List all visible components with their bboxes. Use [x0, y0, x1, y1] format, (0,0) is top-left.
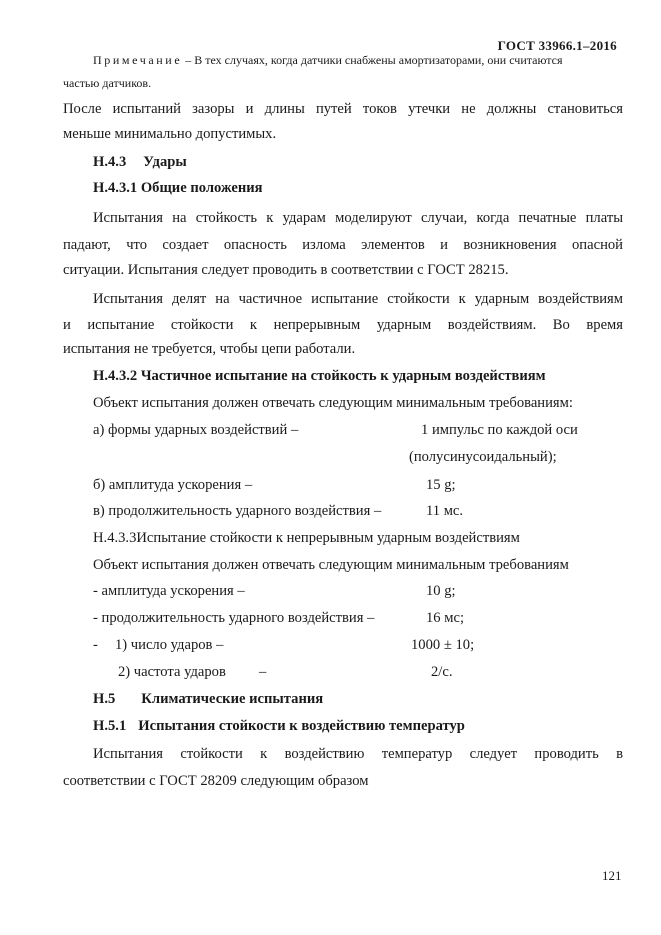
paragraph-3-line-3: испытания не требуется, чтобы цепи работали. — [63, 341, 356, 357]
requirement-b-value: 15 g; — [426, 477, 456, 493]
requirement-a-value: 1 импульс по каждой оси — [421, 422, 578, 438]
requirement-c-label: в) продолжительность ударного воздействия – — [93, 503, 382, 519]
section-heading-h4-3-3: Н.4.3.3Испытание стойкости к непрерывным ударным воздействиям — [93, 530, 520, 546]
amplitude-value: 10 g; — [426, 583, 456, 599]
note-text: – В тех случаях, когда датчики снабжены амортизаторами, они считаются — [182, 53, 563, 67]
section-title: Удары — [143, 154, 187, 170]
document-code: ГОСТ 33966.1–2016 — [497, 38, 617, 53]
paragraph-2-line-3: ситуации. Испытания следует проводить в соответствии с ГОСТ 28215. — [63, 262, 509, 278]
frequency-dash: – — [259, 664, 267, 680]
section-heading-h4-3-1: Н.4.3.1 Общие положения — [93, 180, 263, 196]
section-heading-h4-3 — [93, 154, 187, 171]
requirements-intro-2: Объект испытания должен отвечать следующим минимальным требованиям — [93, 557, 569, 573]
requirements-intro-1: Объект испытания должен отвечать следующим минимальным требованиям: — [93, 395, 573, 411]
requirement-a-value-continued: (полусинусоидальный); — [409, 449, 557, 465]
section-number: Н.5 — [93, 691, 116, 707]
section-number: Н.4.3 — [93, 154, 127, 170]
count-label: 1) число ударов – — [115, 637, 224, 653]
paragraph-4-line-1: Испытания стойкости к воздействию температур следует проводить в — [93, 746, 623, 762]
note-line-2: частью датчиков. — [63, 76, 152, 90]
paragraph-3-line-1: Испытания делят на частичное испытание стойкости к ударным воздействиям — [93, 291, 623, 307]
paragraph-1-line-1: После испытаний зазоры и длины путей токов утечки не должны становиться — [63, 101, 623, 117]
frequency-value: 2/с. — [431, 664, 453, 680]
paragraph-2-line-1: Испытания на стойкость к ударам моделируют случаи, когда печатные платы — [93, 210, 623, 226]
frequency-label: 2) частота ударов — [118, 664, 226, 680]
duration-label: - продолжительность ударного воздействия – — [93, 610, 375, 626]
note-label: Примечание — [93, 53, 183, 67]
amplitude-label: - амплитуда ускорения – — [93, 583, 245, 599]
count-dash: - — [93, 637, 98, 653]
paragraph-2-line-2: падают, что создает опасность излома элементов и возникновения опасной — [63, 237, 623, 253]
requirement-b-label: б) амплитуда ускорения – — [93, 477, 253, 493]
requirement-c-value: 11 мс. — [426, 503, 464, 519]
page-number: 121 — [602, 868, 622, 883]
section-heading-h5-1 — [93, 718, 465, 735]
requirement-a-label: а) формы ударных воздействий – — [93, 422, 299, 438]
count-value: 1000 ± 10; — [411, 637, 475, 653]
section-title: Испытания стойкости к воздействию температур — [138, 718, 465, 734]
section-number: Н.5.1 — [93, 718, 127, 734]
paragraph-1-line-2: меньше минимально допустимых. — [63, 126, 277, 142]
section-title: Климатические испытания — [141, 691, 324, 707]
paragraph-3-line-2: и испытание стойкости к непрерывным ударным воздействиям. Во время — [63, 317, 623, 333]
section-heading-h5 — [93, 691, 323, 708]
section-heading-h4-3-2: Н.4.3.2 Частичное испытание на стойкость к ударным воздействиям — [93, 368, 546, 384]
paragraph-4-line-2: соответствии с ГОСТ 28209 следующим образом — [63, 773, 369, 789]
note-line-1 — [93, 50, 563, 70]
duration-value: 16 мс; — [426, 610, 465, 626]
